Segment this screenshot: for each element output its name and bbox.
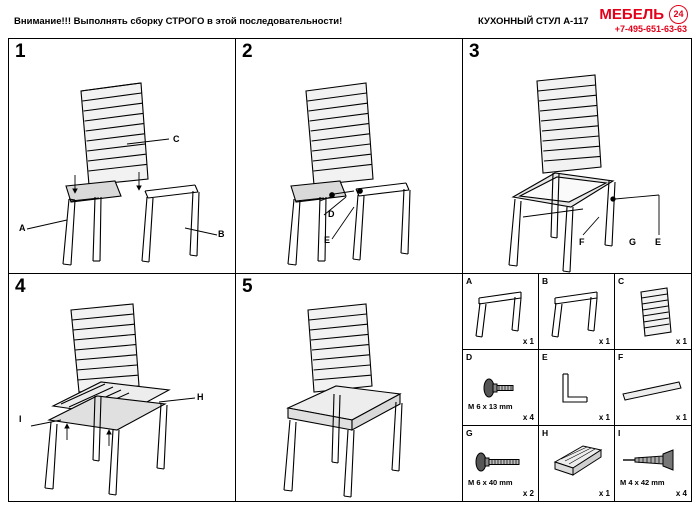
part-d-qty: x 4	[522, 413, 534, 422]
part-cell-f	[615, 350, 691, 425]
part-b-id: B	[542, 276, 549, 286]
part-c-id: C	[618, 276, 625, 286]
step-2-panel	[236, 39, 462, 273]
part-e-qty: x 1	[598, 413, 610, 422]
brand-logo	[572, 4, 692, 36]
part-c-qty: x 1	[675, 337, 687, 346]
step-3-panel	[463, 39, 691, 273]
part-f-icon	[615, 360, 691, 420]
part-cell-i	[615, 426, 691, 501]
part-f-id: F	[618, 352, 624, 362]
phone-number: +7-495-651-63-63	[614, 24, 687, 34]
step-2-illustration	[236, 39, 462, 273]
part-h-qty: x 1	[598, 489, 610, 498]
step-4-panel	[9, 274, 235, 501]
part-cell-d	[463, 350, 538, 425]
part-f-qty: x 1	[675, 413, 687, 422]
part-cell-e	[539, 350, 614, 425]
step-3-label-f: F	[579, 237, 585, 247]
part-d-dimension: M 6 x 13 mm	[468, 402, 513, 411]
part-e-id: E	[542, 352, 548, 362]
step-5-panel	[236, 274, 462, 501]
badge-24-icon	[669, 5, 688, 24]
part-g-id: G	[466, 428, 473, 438]
part-cell-a	[463, 274, 538, 349]
part-g-dimension: M 6 x 40 mm	[468, 478, 513, 487]
part-h-icon	[539, 434, 614, 494]
step-2-label-d: D	[328, 209, 335, 219]
part-h-id: H	[542, 428, 549, 438]
step-2-label-e: E	[324, 235, 331, 245]
badge-24-label: 24	[673, 9, 684, 19]
brand-name: МЕБЕЛЬ	[599, 6, 664, 23]
part-i-qty: x 4	[675, 489, 687, 498]
step-3-label-e: E	[655, 237, 662, 247]
part-i-dimension: M 4 x 42 mm	[620, 478, 665, 487]
step-1-illustration	[9, 39, 235, 273]
header	[0, 0, 700, 38]
part-a-qty: x 1	[522, 337, 534, 346]
step-3-number: 3	[469, 41, 480, 62]
part-a-id: A	[466, 276, 473, 286]
step-5-number: 5	[242, 276, 253, 297]
warning-text: Внимание!!! Выполнять сборку СТРОГО в этой последовательности!	[14, 16, 343, 27]
step-1-label-b: B	[218, 229, 225, 239]
step-4-label-h: H	[197, 392, 204, 402]
diagram-frame	[8, 38, 692, 502]
part-b-qty: x 1	[598, 337, 610, 346]
part-g-qty: x 2	[522, 489, 534, 498]
step-2-number: 2	[242, 41, 253, 62]
step-1-label-a: A	[19, 223, 26, 233]
step-1-panel	[9, 39, 235, 273]
step-4-illustration	[9, 274, 235, 501]
part-cell-c	[615, 274, 691, 349]
step-3-label-g: G	[629, 237, 637, 247]
step-5-illustration	[236, 274, 462, 501]
step-1-label-c: C	[173, 134, 180, 144]
part-cell-h	[539, 426, 614, 501]
step-1-number: 1	[15, 41, 26, 62]
part-i-id: I	[618, 428, 621, 438]
part-cell-b	[539, 274, 614, 349]
step-4-number: 4	[15, 276, 26, 297]
model-title: КУХОННЫЙ СТУЛ A-117	[478, 16, 589, 27]
part-d-id: D	[466, 352, 473, 362]
step-4-label-i: I	[19, 414, 22, 424]
part-cell-g	[463, 426, 538, 501]
